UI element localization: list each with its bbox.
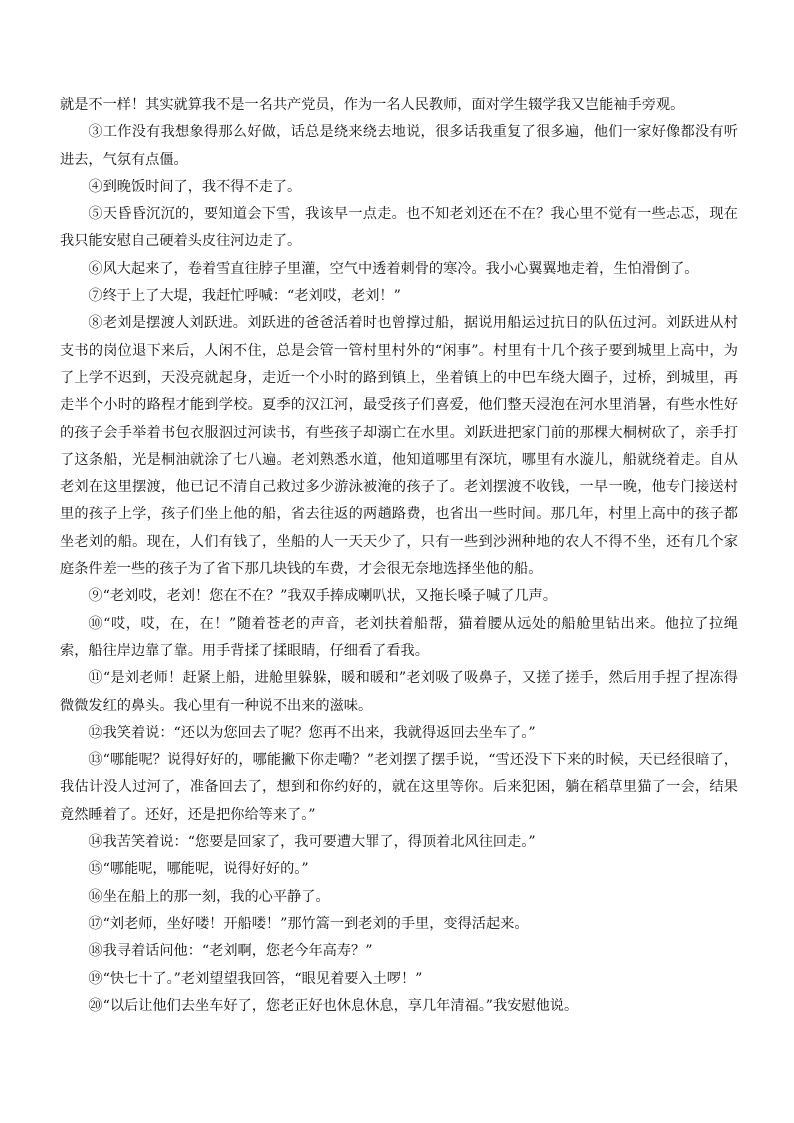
- paragraph-15: ⑮“哪能呢，哪能呢，说得好好的。”: [88, 861, 309, 878]
- paragraph-11: ⑪“是刘老师！赶紧上船，进舱里躲躲，暖和暖和”老刘吸了吸鼻子，又搓了搓手，然后用手捏了捏冻得微微发红的鼻头。我心里有一种说不出来的滋味。: [60, 670, 738, 714]
- paragraph-12: ⑫我笑着说：“还以为您回去了呢？您再不出来，我就得返回去坐车了。”: [88, 724, 536, 741]
- paragraph-6: ⑥风大起来了，卷着雪直往脖子里灌，空气中透着刺骨的寒冷。我小心翼翼地走着，生怕滑倒了。: [88, 260, 699, 277]
- paragraph-17: ⑰“刘老师，坐好喽！开船喽！”那竹篙一到老刘的手里，变得活起来。: [88, 915, 529, 932]
- paragraph-continuation: 就是不一样！其实就算我不是一名共产党员，作为一名人民教师，面对学生辍学我又岂能袖手旁观。: [60, 97, 685, 113]
- paragraph-19: ⑲“快七十了。”老刘望望我回答，“眼见着要入土啰！”: [88, 970, 423, 987]
- paragraph-13: ⑬“哪能呢？说得好好的，哪能撇下你走嘞？”老刘摆了摆手说，“雪还没下下来的时候，天已经很暗了，我估计没人过河了，准备回去了，想到和你约好的，就在这里等你。后来犯困，躺在稻草里猫了一会，结果竟然睡着了。还好，还是把你给等来了。”: [60, 752, 738, 823]
- paragraph-4: ④到晚饭时间了，我不得不走了。: [88, 178, 302, 195]
- paragraph-8: ⑧老刘是摆渡人刘跃进。刘跃进的爸爸活着时也曾撑过船，据说用船运过抗日的队伍过河。刘跃进从村支书的岗位退下来后，人闲不住，总是会管一管村里村外的“闲事”。村里有十几个孩子要到城里上高中，为了上学不迟到，天没亮就起身，走近一个小时的路到镇上，坐着镇上的中巴车绕大圈子，过桥，到城里，再走半个小时的路程才能到学校。夏季的汉江河，最受孩子们喜爱，他们整天浸泡在河水里消暑，有些水性好的孩子会手举着书包衣服泅过河读书，有些孩子却溺亡在水里。刘跃进把家门前的那棵大桐树砍了，亲手打了这条船，光是桐油就涂了七八遍。老刘熟悉水道，他知道哪里有深坑，哪里有水漩儿，船就绕着走。自从老刘在这里摆渡，他已记不清自己救过多少游泳被淹的孩子了。老刘摆渡不收钱，一早一晚，他专门接送村里的孩子上学，孩子们坐上他的船，省去往返的两趟路费，也省出一些时间。那几年，村里上高中的孩子都坐老刘的船。现在，人们有钱了，坐船的人一天天少了，只有一些到沙洲种地的农人不得不坐，还有几个家庭条件差一些的孩子为了省下那几块钱的车费，才会很无奈地选择坐他的船。: [60, 315, 738, 578]
- paragraph-9: ⑨“老刘哎，老刘！您在不在？”我双手捧成喇叭状，又拖长嗓子喊了几声。: [88, 588, 557, 605]
- paragraph-5: ⑤天昏昏沉沉的，要知道会下雪，我该早一点走。也不知老刘还在不在？我心里不觉有一些忐忑，现在我只能安慰自己硬着头皮往河边走了。: [60, 206, 738, 250]
- document-body: [60, 92, 738, 1020]
- paragraph-18: ⑱我寻着话问他：“老刘啊，您老今年高寿？”: [88, 943, 373, 960]
- paragraph-14: ⑭我苦笑着说：“您要是回家了，我可要遭大罪了，得顶着北风往回走。”: [88, 834, 536, 851]
- paragraph-3: ③工作没有我想象得那么好做，话总是绕来绕去地说，很多话我重复了很多遍，他们一家好像都没有听进去，气氛有点僵。: [60, 124, 738, 168]
- paragraph-10: ⑩“哎，哎，在，在！”随着苍老的声音，老刘扶着船帮，猫着腰从远处的船舱里钻出来。他拉了拉绳索，船往岸边靠了靠。用手背揉了揉眼睛，仔细看了看我。: [60, 615, 738, 659]
- paragraph-7: ⑦终于上了大堤，我赶忙呼喊：“老刘哎，老刘！”: [88, 288, 401, 305]
- paragraph-16: ⑯坐在船上的那一刻，我的心平静了。: [88, 888, 330, 905]
- paragraph-20: ⑳“以后让他们去坐车好了，您老正好也休息休息，享几年清福。”我安慰他说。: [88, 997, 579, 1014]
